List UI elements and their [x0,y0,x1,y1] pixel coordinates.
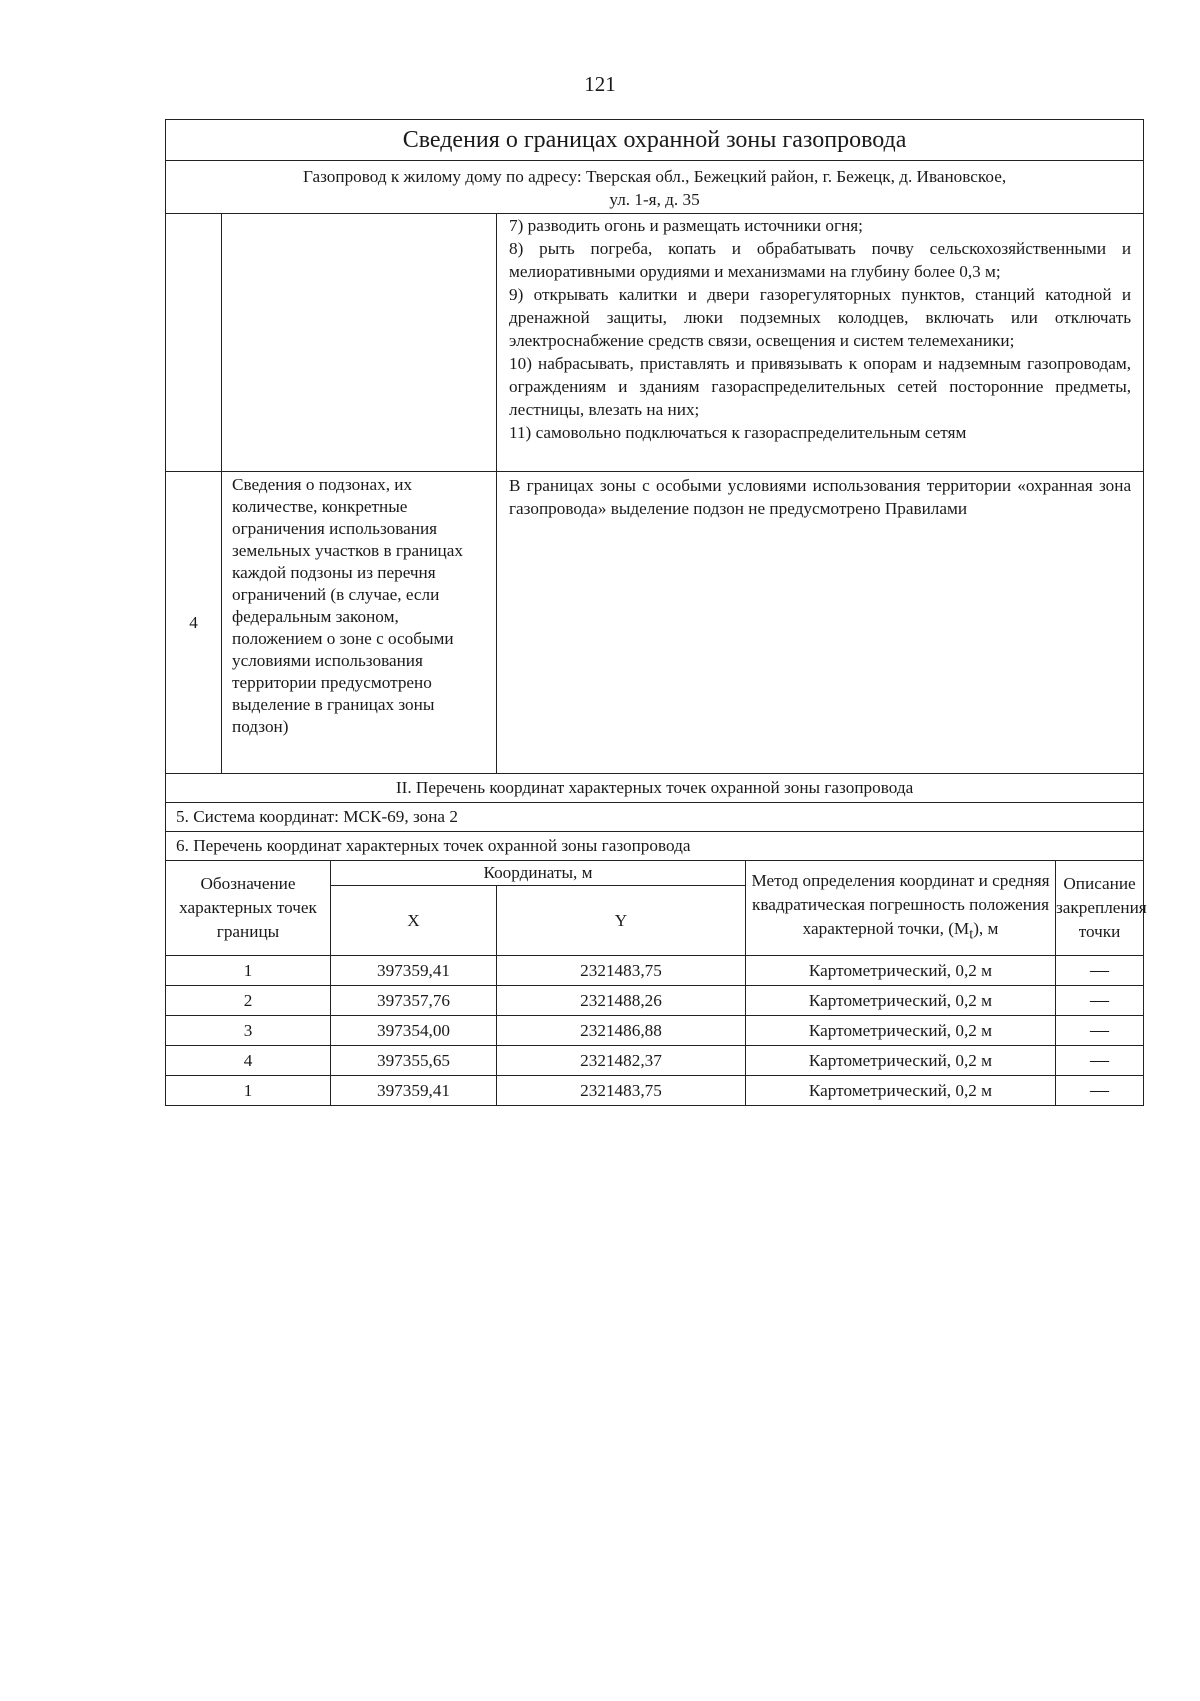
coord-y: 2321483,75 [497,1076,746,1106]
row-label-empty [222,214,497,472]
coordinate-system: 5. Система координат: МСК-69, зона 2 [166,803,1144,832]
restrictions-list [497,214,1144,472]
restriction-item: 10) набрасывать, приставлять и привязывать к опорам и надземным газопроводам, ограждениям и зданиям газораспределительных сетей посторонние предметы, лестницы, влезать на них; [509,354,1132,419]
table-row [166,956,1144,986]
header-method-text: Метод определения координат и средняя квадратическая погрешность положения характерной точки, (M [751,871,1050,939]
row-4-value: В границах зоны с особыми условиями использования территории «охранная зона газопровода» выделение подзон не предусмотрено Правилами [497,472,1144,774]
coord-y: 2321482,37 [497,1046,746,1076]
header-method-tail: ), м [973,919,999,939]
restriction-item: 7) разводить огонь и размещать источники огня; [509,216,863,235]
fixation: — [1056,1046,1144,1076]
table-row [166,1046,1144,1076]
method: Картометрический, 0,2 м [746,1016,1056,1046]
header-point-designation: Обозначение характерных точек границы [166,861,331,956]
coord-x: 397359,41 [331,1076,497,1106]
method: Картометрический, 0,2 м [746,986,1056,1016]
point-id: 2 [166,986,331,1016]
row-4-label: Сведения о подзонах, их количестве, конкретные ограничения использования земельных участков в границах каждой подзоны из перечня ограничений (в случае, если федеральным законом, положением о зоне с особыми условиями использования территории предусмотрено выделение в границах зоны подзон) [222,472,497,774]
point-id: 1 [166,1076,331,1106]
restriction-item: 9) открывать калитки и двери газорегуляторных пунктов, станций катодной и дренажной защиты, люки подземных колодцев, включать или отключать электроснабжение средств связи, освещения и систем телемеханики; [509,285,1132,350]
coord-x: 397355,65 [331,1046,497,1076]
coord-y: 2321483,75 [497,956,746,986]
method: Картометрический, 0,2 м [746,956,1056,986]
table-row [166,1076,1144,1106]
header-method-subscript: t [969,926,974,943]
address-line-2: ул. 1-я, д. 35 [609,190,700,209]
header-fixation: Описание закрепления точки [1056,861,1144,956]
header-coordinates: Координаты, м [331,861,746,886]
header-y: Y [497,886,746,956]
fixation: — [1056,956,1144,986]
page-number: 121 [584,72,616,96]
method: Картометрический, 0,2 м [746,1076,1056,1106]
method: Картометрический, 0,2 м [746,1046,1056,1076]
restriction-item: 11) самовольно подключаться к газораспределительным сетям [509,423,967,442]
header-method [746,861,1056,956]
coord-x: 397354,00 [331,1016,497,1046]
header-x: X [331,886,497,956]
table-row [166,1016,1144,1046]
coordinates-list-title: 6. Перечень координат характерных точек охранной зоны газопровода [166,832,1144,861]
restriction-item: 8) рыть погреба, копать и обрабатывать почву сельскохозяйственными и мелиоративными орудиями и механизмами на глубину более 0,3 м; [509,239,1132,281]
point-id: 1 [166,956,331,986]
table-row [166,986,1144,1016]
row-4-number: 4 [166,472,222,774]
address-line-1: Газопровод к жилому дому по адресу: Тверская обл., Бежецкий район, г. Бежецк, д. Ивановское, [302,167,1007,186]
fixation: — [1056,1016,1144,1046]
coord-x: 397359,41 [331,956,497,986]
point-id: 4 [166,1046,331,1076]
document-title: Сведения о границах охранной зоны газопровода [166,120,1144,161]
section-2-title: II. Перечень координат характерных точек охранной зоны газопровода [166,774,1144,803]
coord-x: 397357,76 [331,986,497,1016]
fixation: — [1056,986,1144,1016]
point-id: 3 [166,1016,331,1046]
coord-y: 2321486,88 [497,1016,746,1046]
protection-zone-table [165,119,1147,1106]
row-number-empty [166,214,222,472]
coord-y: 2321488,26 [497,986,746,1016]
gas-pipeline-address [166,161,1144,214]
fixation: — [1056,1076,1144,1106]
